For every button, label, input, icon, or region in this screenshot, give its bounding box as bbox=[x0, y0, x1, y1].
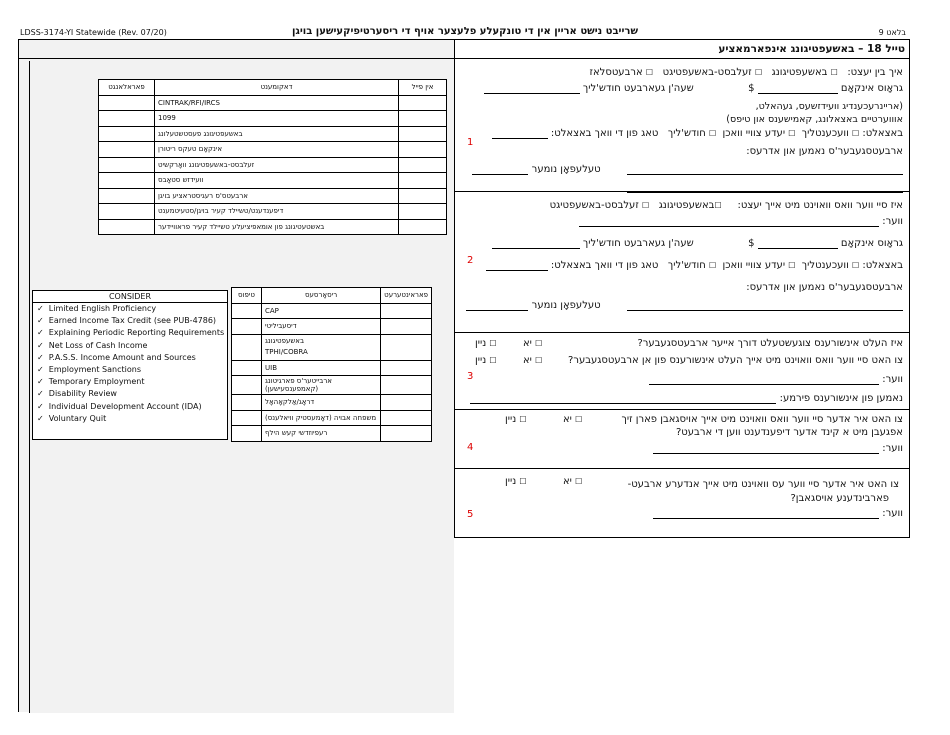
who-label: ווער: bbox=[882, 508, 903, 519]
checkbox-cell[interactable] bbox=[232, 376, 262, 395]
consider-item-label: Disability Review bbox=[48, 389, 117, 399]
paid-biweekly: יעדע צוויי וואכן bbox=[722, 260, 786, 271]
check-icon: ✓ bbox=[37, 328, 44, 338]
insurance-q2-row bbox=[459, 355, 903, 374]
checkbox-cell[interactable] bbox=[381, 376, 432, 395]
table-row bbox=[99, 157, 447, 173]
checkbox-cell[interactable] bbox=[99, 204, 155, 220]
resource-cell: רעפיוזדשי קעש הילף bbox=[262, 426, 381, 442]
expenses-q1: צו האט איר אדער סיי ווער עס וואוינט מיט אייך אנדערע ארבעט- bbox=[627, 479, 899, 490]
insurance-q2: צו האט סיי ווער וואס וואוינט מיט אייך העלט אינשורענס פון אן ארבעטסגעבער? bbox=[568, 355, 903, 366]
who-label: ווער: bbox=[882, 443, 903, 454]
consider-item bbox=[33, 364, 227, 376]
no-option bbox=[505, 476, 527, 487]
payday-field[interactable] bbox=[486, 260, 548, 271]
payday-field[interactable] bbox=[492, 128, 548, 139]
checkbox-cell[interactable] bbox=[399, 95, 447, 111]
resource-cell: דיסעביליטי bbox=[262, 319, 381, 335]
consider-item bbox=[33, 413, 227, 425]
status-row bbox=[459, 61, 903, 83]
consider-item bbox=[33, 388, 227, 400]
table-row bbox=[99, 142, 447, 158]
employer-label: ארבעטסגעבער'ס נאמען און אדרעס: bbox=[746, 282, 903, 293]
who-row bbox=[459, 216, 903, 238]
who-row bbox=[459, 443, 903, 461]
checkbox-cell[interactable] bbox=[399, 142, 447, 158]
check-icon: ✓ bbox=[37, 389, 44, 399]
phone-field[interactable] bbox=[466, 300, 528, 311]
checkbox-cell[interactable] bbox=[381, 395, 432, 411]
consider-item-label: P.A.S.S. Income Amount and Sources bbox=[48, 352, 196, 362]
caseworker-top-band bbox=[19, 40, 454, 59]
col-document: דאקומענט bbox=[155, 80, 399, 96]
who-label: ווער: bbox=[882, 216, 903, 227]
checkbox-cell[interactable] bbox=[232, 360, 262, 376]
employer-field[interactable] bbox=[627, 300, 903, 311]
employer-field-2[interactable] bbox=[627, 322, 903, 333]
status-row bbox=[459, 194, 903, 216]
checkbox-icon[interactable]: ☐ bbox=[645, 68, 654, 77]
checkbox-cell[interactable] bbox=[381, 360, 432, 376]
table-header-row bbox=[99, 80, 447, 96]
opt-unemployed: ארבעטסלאז bbox=[589, 67, 643, 78]
opt-employed: באשעפטיגונג bbox=[771, 67, 828, 78]
dollar-sign: $ bbox=[748, 238, 755, 249]
document-cell: אינקאָם טעקס ריטורן bbox=[155, 142, 399, 158]
checkbox-cell[interactable] bbox=[399, 204, 447, 220]
yes-option bbox=[523, 338, 542, 349]
table-row bbox=[232, 426, 432, 442]
no-option bbox=[475, 338, 497, 349]
checkbox-icon[interactable]: ☐ bbox=[788, 129, 796, 138]
no-label: ניין bbox=[475, 355, 487, 366]
checkbox-cell[interactable] bbox=[99, 142, 155, 158]
resource-cell: משפחה אבויה (דאָמעסטיק וויאלענס) bbox=[262, 410, 381, 426]
who-row bbox=[459, 374, 903, 393]
checkbox-cell[interactable] bbox=[99, 111, 155, 127]
document-cell: 1099 bbox=[155, 111, 399, 127]
checkbox-icon[interactable]: ☐ bbox=[852, 129, 860, 138]
consider-item-label: Explaining Periodic Reporting Requirements bbox=[48, 328, 225, 338]
checkbox-icon[interactable]: ☐ bbox=[575, 477, 583, 486]
who-field[interactable] bbox=[653, 443, 879, 454]
consider-item bbox=[33, 340, 227, 352]
table-row bbox=[99, 126, 447, 142]
table-row bbox=[99, 95, 447, 111]
resource-cell: דראָג/אַלקאָהאָל bbox=[262, 395, 381, 411]
no-label: ניין bbox=[505, 414, 517, 425]
checkbox-icon[interactable]: ☐ bbox=[641, 201, 650, 210]
consider-box bbox=[32, 290, 228, 440]
check-icon: ✓ bbox=[37, 401, 44, 411]
paid-row bbox=[459, 128, 903, 146]
employer-row bbox=[459, 164, 903, 182]
table-row bbox=[232, 303, 432, 319]
page-title: שרייבט נישט אריין אין די טונקעלע פלעצער אויף די ריסערטיפיקעישען בויגן bbox=[291, 26, 639, 37]
yes-option bbox=[523, 355, 542, 366]
no-option bbox=[475, 355, 497, 366]
col-resources: ריסאָרסעס bbox=[262, 288, 381, 304]
checkbox-cell[interactable] bbox=[399, 157, 447, 173]
dependent-q1-row bbox=[459, 412, 903, 427]
checkbox-cell[interactable] bbox=[232, 410, 262, 426]
paid-row bbox=[459, 260, 903, 282]
opt-employed: באשעפטיגונג bbox=[658, 200, 715, 211]
phone-label: טעלעפאָן נומער bbox=[531, 300, 601, 311]
dependent-care-block bbox=[455, 410, 909, 469]
checkbox-cell[interactable] bbox=[381, 319, 432, 335]
paid-label: באצאלט: bbox=[862, 260, 903, 271]
yes-label: יא bbox=[563, 476, 572, 487]
checkbox-icon[interactable]: ☐ bbox=[535, 356, 543, 365]
check-icon: ✓ bbox=[37, 413, 44, 423]
checkbox-cell[interactable] bbox=[381, 303, 432, 319]
payday-label: טאג פון די וואך באצאלט: bbox=[550, 260, 659, 271]
checkbox-cell[interactable] bbox=[381, 426, 432, 442]
document-cell: וועידזש סטאָבס bbox=[155, 173, 399, 189]
dollar-sign: $ bbox=[748, 83, 755, 94]
yes-label: יא bbox=[563, 414, 572, 425]
paid-monthly: חודש'ליך bbox=[667, 260, 706, 271]
who-label: ווער: bbox=[882, 374, 903, 385]
check-icon: ✓ bbox=[37, 304, 44, 313]
paid-weekly: וועכענטליך bbox=[801, 128, 849, 139]
page-header bbox=[20, 26, 910, 40]
health-insurance-block bbox=[455, 333, 909, 410]
col-referred: פאראינטערעט bbox=[381, 288, 432, 304]
section-title: טייל 18 – באשעפטיגונג אינפארמאציע bbox=[455, 40, 909, 59]
consider-item-label: Employment Sanctions bbox=[48, 364, 141, 374]
table-row bbox=[232, 319, 432, 335]
document-cell: באשטעטיגונג פון אומאפיציעלע טשיילד קעיר פראוויידער bbox=[155, 219, 399, 235]
checkbox-cell[interactable] bbox=[399, 188, 447, 204]
yes-label: יא bbox=[523, 355, 532, 366]
check-icon: ✓ bbox=[37, 316, 44, 326]
consider-item-label: Voluntary Quit bbox=[48, 413, 107, 423]
col-in-file: אין פייל bbox=[399, 80, 447, 96]
documents-table bbox=[98, 79, 447, 235]
paid-monthly: חודש'ליך bbox=[667, 128, 706, 139]
insurance-q1: איז העלט אינשורענס צוגעשטעלט דורך אייער ארבעטסגעבער? bbox=[637, 338, 903, 349]
paid-biweekly: יעדע צוויי וואכן bbox=[722, 128, 786, 139]
table-row bbox=[232, 376, 432, 395]
checkbox-cell[interactable] bbox=[232, 395, 262, 411]
who-field[interactable] bbox=[579, 216, 879, 227]
checkbox-icon[interactable]: ☐ bbox=[714, 201, 722, 210]
status-label: איך בין יעצט: bbox=[847, 67, 903, 78]
table-row bbox=[99, 219, 447, 235]
check-icon: ✓ bbox=[37, 340, 44, 350]
consider-item-label: Limited English Proficiency bbox=[48, 304, 157, 313]
table-row bbox=[99, 173, 447, 189]
yes-label: יא bbox=[523, 338, 532, 349]
resource-cell: באשעפטיגונג TPHI/COBRA bbox=[262, 334, 381, 360]
dependent-q1: צו האט איר אדער סיי ווער וואס וואוינט מיט אייך אויסגאבן פארן זיך bbox=[621, 414, 903, 425]
expenses-q1-row bbox=[459, 471, 903, 493]
consider-item bbox=[33, 401, 227, 413]
paid-label: באצאלט: bbox=[862, 128, 903, 139]
no-label: ניין bbox=[505, 476, 517, 487]
checkbox-icon[interactable]: ☐ bbox=[852, 261, 860, 270]
block-number: 3 bbox=[467, 371, 474, 382]
checkbox-cell[interactable] bbox=[99, 219, 155, 235]
gross-income-label: גראָוס אינקאָם bbox=[840, 238, 903, 249]
insurer-field[interactable] bbox=[470, 393, 776, 404]
employer-field[interactable] bbox=[627, 164, 903, 175]
check-icon: ✓ bbox=[37, 352, 44, 362]
col-requested: פאראלאנגט bbox=[99, 80, 155, 96]
checkbox-cell[interactable] bbox=[399, 126, 447, 142]
table-header-row bbox=[232, 288, 432, 304]
checkbox-icon[interactable]: ☐ bbox=[519, 477, 527, 486]
checkbox-icon[interactable]: ☐ bbox=[830, 68, 838, 77]
resource-cell: CAP bbox=[262, 303, 381, 319]
col-type: טיפוס bbox=[232, 288, 262, 304]
hours-label: שעה'ן געארבעט חודש'ליך bbox=[582, 83, 694, 94]
resources-table bbox=[231, 287, 432, 442]
check-icon: ✓ bbox=[37, 377, 44, 387]
resource-cell: ארבייטער'ס פארגיטונג (קאמפענסעישען) bbox=[262, 376, 381, 395]
table-row bbox=[99, 204, 447, 220]
table-row bbox=[232, 395, 432, 411]
checkbox-cell[interactable] bbox=[399, 173, 447, 189]
form-id: LDSS-3174-YI Statewide (Rev. 07/20) bbox=[20, 28, 167, 37]
no-label: ניין bbox=[475, 338, 487, 349]
document-cell: CINTRAK/RFI/IRCS bbox=[155, 95, 399, 111]
hours-field[interactable] bbox=[492, 238, 580, 249]
block-number: 2 bbox=[467, 255, 474, 266]
consider-item-label: Temporary Employment bbox=[48, 377, 145, 387]
insurance-q1-row bbox=[459, 335, 903, 355]
checkbox-icon[interactable]: ☐ bbox=[708, 261, 717, 270]
checkbox-cell[interactable] bbox=[99, 95, 155, 111]
insurer-row bbox=[459, 393, 903, 411]
insurer-label: נאמען פון אינשורענס פירמע: bbox=[779, 393, 903, 404]
table-row bbox=[99, 188, 447, 204]
yes-option bbox=[563, 414, 582, 425]
document-cell: ארבעטס'ס רעגיסטראציע בויגן bbox=[155, 188, 399, 204]
checkbox-icon[interactable]: ☐ bbox=[708, 129, 717, 138]
checkbox-cell[interactable] bbox=[99, 157, 155, 173]
table-row bbox=[99, 111, 447, 127]
gross-income-field[interactable] bbox=[758, 83, 838, 94]
table-row bbox=[232, 360, 432, 376]
checkbox-cell[interactable] bbox=[381, 334, 432, 360]
status-label: איז סיי ווער וואס וואוינט מיט אייך יעצט: bbox=[737, 200, 903, 211]
page-number: בלאט 9 bbox=[878, 28, 906, 37]
block-number: 5 bbox=[467, 509, 474, 520]
who-field[interactable] bbox=[653, 508, 879, 519]
who-field[interactable] bbox=[649, 374, 879, 385]
check-icon: ✓ bbox=[37, 364, 44, 374]
checkbox-cell[interactable] bbox=[99, 126, 155, 142]
checkbox-cell[interactable] bbox=[232, 426, 262, 442]
checkbox-cell[interactable] bbox=[232, 319, 262, 335]
expenses-q2: פארבינדענע אויסגאבן? bbox=[790, 493, 889, 504]
checkbox-icon[interactable]: ☐ bbox=[788, 261, 796, 270]
block-number: 1 bbox=[467, 137, 474, 148]
employer-label: ארבעטסגעבער'ס נאמען און אדרעס: bbox=[746, 146, 903, 157]
consider-title: CONSIDER bbox=[33, 291, 227, 303]
consider-item-label: Net Loss of Cash Income bbox=[48, 340, 148, 350]
employer-row bbox=[459, 300, 903, 322]
document-cell: דיפענדענט/טשיילד קעיר בויגן/סטעיטמענט bbox=[155, 204, 399, 220]
document-cell: באשעפטיגונג פעסטשטעלונג bbox=[155, 126, 399, 142]
phone-field[interactable] bbox=[472, 164, 528, 175]
work-expenses-block bbox=[455, 469, 909, 537]
gross-income-label: גראָוס אינקאָם bbox=[840, 83, 903, 94]
payday-label: טאג פון די וואך באצאלט: bbox=[550, 128, 659, 139]
document-cell: זעלבסט-באשעפטיגונג וואָרקשיט bbox=[155, 157, 399, 173]
checkbox-cell[interactable] bbox=[399, 111, 447, 127]
consider-item bbox=[33, 303, 227, 315]
checkbox-cell[interactable] bbox=[232, 334, 262, 360]
checkbox-icon[interactable]: ☐ bbox=[489, 339, 497, 348]
employment-section bbox=[454, 39, 910, 538]
consider-item-label: Individual Development Account (IDA) bbox=[48, 401, 202, 411]
checkbox-cell[interactable] bbox=[399, 219, 447, 235]
income-note-1: (אריינרעכענדיג וועידזשעס, געהאלט, bbox=[755, 101, 903, 112]
employment-block-2 bbox=[455, 192, 909, 333]
opt-self-employed: זעלבסט-באשעפטיגט bbox=[549, 200, 639, 211]
gross-income-field[interactable] bbox=[758, 238, 838, 249]
income-note-2: אוווערטיים באצאלונג, קאמישענס און טיפס) bbox=[726, 114, 903, 125]
checkbox-icon[interactable]: ☐ bbox=[575, 415, 583, 424]
hours-label: שעה'ן געארבעט חודש'ליך bbox=[582, 238, 694, 249]
checkbox-cell[interactable] bbox=[232, 303, 262, 319]
checkbox-icon[interactable]: ☐ bbox=[535, 339, 543, 348]
consider-item bbox=[33, 376, 227, 388]
no-option bbox=[505, 414, 527, 425]
checkbox-icon[interactable]: ☐ bbox=[754, 68, 763, 77]
consider-item bbox=[33, 327, 227, 339]
income-row bbox=[459, 83, 903, 101]
paid-weekly: וועכענטליך bbox=[801, 260, 849, 271]
table-row bbox=[232, 334, 432, 360]
employment-block-1 bbox=[455, 59, 909, 192]
yes-option bbox=[563, 476, 582, 487]
table-row bbox=[232, 410, 432, 426]
consider-item bbox=[33, 315, 227, 327]
opt-self-employed: זעלבסט-באשעפטיגט bbox=[662, 67, 752, 78]
who-row bbox=[459, 508, 903, 526]
resource-cell: UIB bbox=[262, 360, 381, 376]
consider-item-label: Earned Income Tax Credit (see PUB-4786) bbox=[48, 316, 217, 326]
checkbox-cell[interactable] bbox=[381, 410, 432, 426]
checkbox-icon[interactable]: ☐ bbox=[489, 356, 497, 365]
income-row bbox=[459, 238, 903, 260]
hours-field[interactable] bbox=[484, 83, 580, 94]
checkbox-cell[interactable] bbox=[99, 188, 155, 204]
block-number: 4 bbox=[467, 442, 474, 453]
phone-label: טעלעפאָן נומער bbox=[531, 164, 601, 175]
consider-item bbox=[33, 352, 227, 364]
dependent-q2: אפגעבן מיט א קינד אדער דיפענדענט ווען די ארבעט? bbox=[676, 427, 903, 438]
checkbox-icon[interactable]: ☐ bbox=[519, 415, 527, 424]
checkbox-cell[interactable] bbox=[99, 173, 155, 189]
